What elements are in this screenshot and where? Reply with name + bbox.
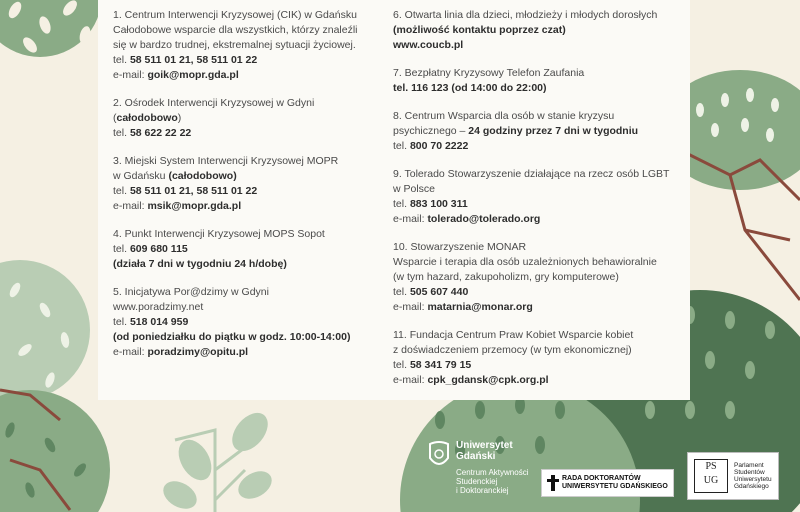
entry-line <box>113 169 393 184</box>
entry-text: 4. Punkt Interwencji Kryzysowej MOPS Sopot <box>113 228 325 240</box>
entry-line <box>113 111 393 126</box>
entry-label: e-mail: <box>393 374 428 386</box>
entry-line <box>113 53 393 68</box>
entry-label: e-mail: <box>113 69 148 81</box>
entry-label: e-mail: <box>393 301 428 313</box>
entry-line <box>393 66 678 81</box>
entry-label: tel. <box>393 140 410 152</box>
ps-mark-2: UG <box>703 475 719 486</box>
contact-entry <box>393 8 678 53</box>
council-mark-icon <box>547 475 559 491</box>
entry-line <box>393 8 678 23</box>
entry-line <box>393 23 678 38</box>
ps-mark-1: PS <box>705 461 717 472</box>
entry-value: 505 607 440 <box>409 286 469 298</box>
doctoral-council-logo <box>541 469 674 497</box>
entry-line <box>393 212 678 227</box>
entry-line <box>113 199 393 214</box>
parliament-name-3: Uniwersytetu <box>734 476 772 483</box>
entry-line <box>393 270 678 285</box>
entry-line <box>393 197 678 212</box>
entry-line <box>113 154 393 169</box>
contact-entry <box>113 154 393 214</box>
entry-line <box>113 23 393 38</box>
entry-label: tel. <box>393 198 410 210</box>
entry-line <box>393 167 678 182</box>
contact-link[interactable]: poradzimy@opitu.pl <box>147 346 249 358</box>
parliament-name-1: Parlament <box>734 462 764 469</box>
university-crest-icon <box>428 440 450 470</box>
entry-line <box>393 343 678 358</box>
entry-label: tel. <box>113 185 130 197</box>
entry-value: (od poniedziałku do piątku w godz. 10:00-14:00) <box>113 331 351 343</box>
contact-link[interactable]: goik@mopr.gda.pl <box>147 69 239 81</box>
entry-line <box>393 182 678 197</box>
entry-label: tel. <box>393 359 410 371</box>
entry-text: ( <box>113 112 117 124</box>
entry-value: 58 511 01 21, 58 511 01 22 <box>129 185 258 197</box>
entry-value: całodobowo <box>116 112 178 124</box>
entry-label: e-mail: <box>113 346 148 358</box>
contact-entry <box>113 8 393 83</box>
contact-entry <box>113 227 393 272</box>
entry-text: 9. Tolerado Stowarzyszenie działające na rzecz osób LGBT <box>393 168 670 180</box>
parliament-name-4: Gdańskiego <box>734 483 769 490</box>
entry-label: tel. <box>393 286 410 298</box>
student-parliament-logo <box>687 452 779 500</box>
entry-line <box>113 330 393 345</box>
contact-entry <box>113 285 393 360</box>
entry-line <box>113 300 393 315</box>
entry-value: 800 70 2222 <box>409 140 469 152</box>
university-name-2: Gdański <box>456 451 496 462</box>
contact-link[interactable]: www.coucb.pl <box>393 39 464 51</box>
entry-label: tel. <box>113 127 130 139</box>
entry-value: 518 014 959 <box>129 316 189 328</box>
contact-link[interactable]: cpk_gdansk@cpk.org.pl <box>427 374 549 386</box>
entry-text: z doświadczeniem przemocy (w tym ekonomicznej) <box>393 344 632 356</box>
right-column <box>393 8 678 401</box>
entry-line <box>113 257 393 272</box>
unit-name-1: Centrum Aktywności <box>456 468 529 477</box>
left-column <box>113 8 393 373</box>
entry-line <box>393 255 678 270</box>
entry-value: 883 100 311 <box>409 198 468 210</box>
entry-value: 609 680 115 <box>129 243 188 255</box>
entry-line <box>393 328 678 343</box>
entry-text: 3. Miejski System Interwencji Kryzysowej MOPR <box>113 155 339 167</box>
entry-text: w Polsce <box>393 183 436 195</box>
entry-line <box>113 184 393 199</box>
contact-link[interactable]: matarnia@monar.org <box>427 301 533 313</box>
entry-value: tel. 116 123 (od 14:00 do 22:00) <box>393 82 547 94</box>
entry-line <box>113 242 393 257</box>
entry-line <box>393 139 678 154</box>
council-name-1: RADA DOKTORANTÓW <box>562 475 641 482</box>
entry-text: 7. Bezpłatny Kryzysowy Telefon Zaufania <box>393 67 585 79</box>
entry-line <box>393 38 678 53</box>
entry-value: (całodobowo) <box>168 170 237 182</box>
entry-value: (możliwość kontaktu poprzez czat) <box>393 24 566 36</box>
contact-entry <box>113 96 393 141</box>
entry-value: (działa 7 dni w tygodniu 24 h/dobę) <box>113 258 287 270</box>
entry-label: tel. <box>113 54 130 66</box>
entry-line <box>393 81 678 96</box>
entry-label: tel. <box>113 316 130 328</box>
entry-label: e-mail: <box>113 200 148 212</box>
entry-text: 1. Centrum Interwencji Kryzysowej (CIK) w Gdańsku <box>113 9 357 21</box>
entry-suffix: ) <box>177 112 182 124</box>
entry-line <box>393 240 678 255</box>
contact-entry <box>393 66 678 96</box>
entry-value: 58 511 01 21, 58 511 01 22 <box>129 54 258 66</box>
entry-text: 8. Centrum Wsparcia dla osób w stanie kryzysu <box>393 110 615 122</box>
entry-value: 58 341 79 15 <box>409 359 472 371</box>
contact-link[interactable]: tolerado@tolerado.org <box>427 213 541 225</box>
entry-text: Wsparcie i terapia dla osób uzależnionych behawioralnie <box>393 256 657 268</box>
entry-line <box>113 96 393 111</box>
entry-text: 5. Inicjatywa Por@dzimy w Gdyni <box>113 286 269 298</box>
entry-text: (w tym hazard, zakupoholizm, gry komputerowe) <box>393 271 619 283</box>
entry-value: 58 622 22 22 <box>129 127 192 139</box>
entry-label: tel. <box>113 243 130 255</box>
entry-text: w Gdańsku <box>113 170 169 182</box>
contact-entry <box>393 328 678 388</box>
council-name-2: UNIWERSYTETU GDAŃSKIEGO <box>562 483 668 490</box>
contact-entry <box>393 109 678 154</box>
entry-text: się w bardzo trudnej, ekstremalnej sytuacji życiowej. <box>113 39 356 51</box>
unit-name-3: i Doktoranckiej <box>456 486 509 495</box>
entry-line <box>113 126 393 141</box>
entry-value: 24 godziny przez 7 dni w tygodniu <box>468 125 639 137</box>
contact-entry <box>393 167 678 227</box>
entry-line <box>393 358 678 373</box>
entry-text: 11. Fundacja Centrum Praw Kobiet Wsparcie kobiet <box>393 329 634 341</box>
entry-text: Całodobowe wsparcie dla wszystkich, którzy znaleźli <box>113 24 358 36</box>
university-logo <box>428 440 538 500</box>
entry-text: 10. Stowarzyszenie MONAR <box>393 241 527 253</box>
entry-line <box>113 285 393 300</box>
entry-line <box>393 300 678 315</box>
entry-line <box>393 109 678 124</box>
unit-name-2: Studenckiej <box>456 477 498 486</box>
entry-text: 6. Otwarta linia dla dzieci, młodzieży i młodych dorosłych <box>393 9 658 21</box>
parliament-name-2: Studentów <box>734 469 765 476</box>
entry-label: e-mail: <box>393 213 428 225</box>
university-name-1: Uniwersytet <box>456 440 513 451</box>
entry-line <box>393 285 678 300</box>
entry-line <box>393 124 678 139</box>
entry-line <box>393 373 678 388</box>
entry-line <box>113 68 393 83</box>
entry-text: psychicznego – <box>393 125 469 137</box>
contact-entry <box>393 240 678 315</box>
entry-line <box>113 8 393 23</box>
contact-link[interactable]: msik@mopr.gda.pl <box>147 200 242 212</box>
entry-line <box>113 227 393 242</box>
entry-text: www.poradzimy.net <box>113 301 204 313</box>
entry-line <box>113 315 393 330</box>
entry-line <box>113 38 393 53</box>
entry-text: 2. Ośrodek Interwencji Kryzysowej w Gdyni <box>113 97 315 109</box>
entry-line <box>113 345 393 360</box>
